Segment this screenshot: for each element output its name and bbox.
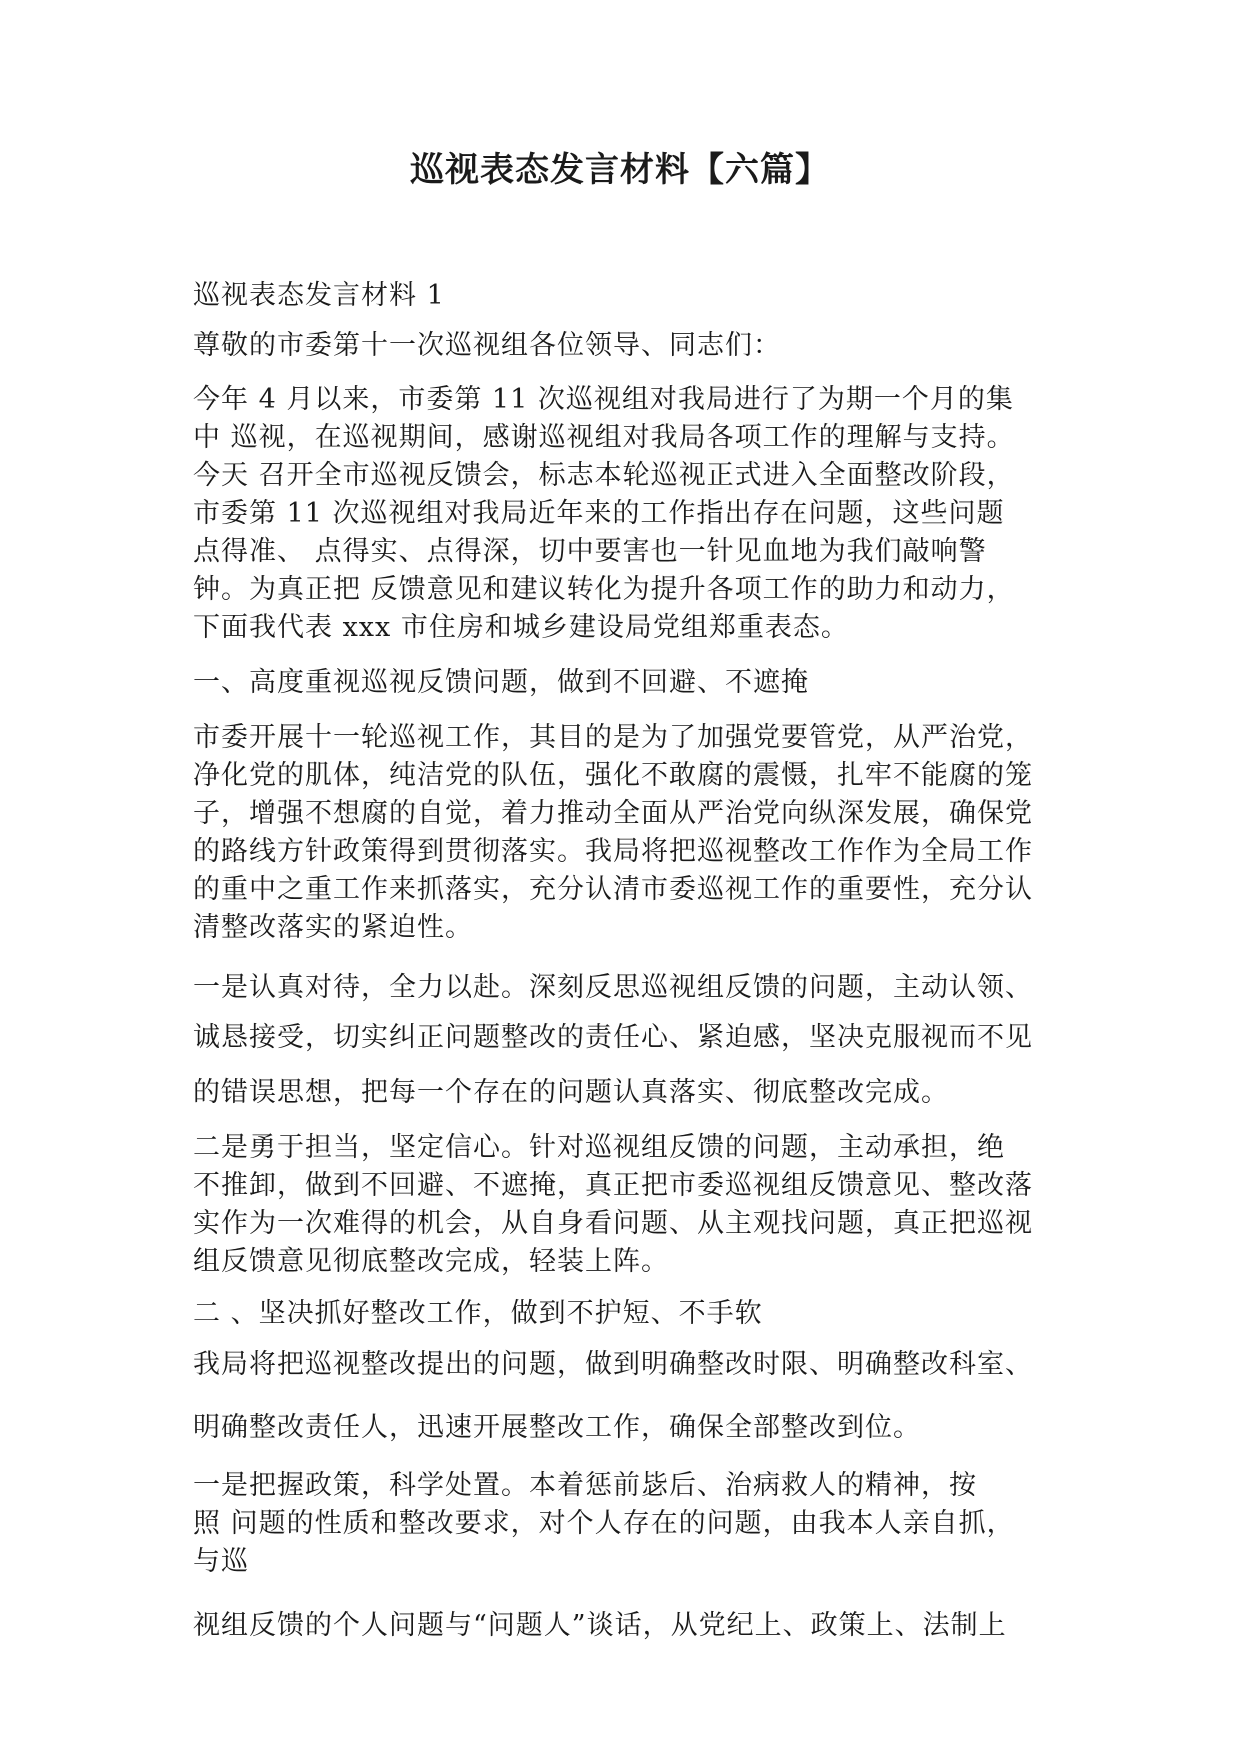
body-line: 中 巡视，在巡视期间，感谢巡视组对我局各项工作的理解与支持。 <box>193 422 1015 453</box>
body-line: 不推卸，做到不回避、不遮掩，真正把市委巡视组反馈意见、整改落 <box>193 1170 1033 1201</box>
body-line: 与巡 <box>193 1546 249 1577</box>
body-line: 明确整改责任人，迅速开展整改工作，确保全部整改到位。 <box>193 1412 921 1443</box>
section-heading: 二 、坚决抓好整改工作，做到不护短、不手软 <box>193 1298 763 1329</box>
body-line: 下面我代表 xxx 市住房和城乡建设局党组郑重表态。 <box>193 612 849 643</box>
body-line: 的错误思想，把每一个存在的问题认真落实、彻底整改完成。 <box>193 1077 949 1108</box>
body-line: 照 问题的性质和整改要求，对个人存在的问题，由我本人亲自抓， <box>193 1508 1015 1539</box>
salutation: 尊敬的市委第十一次巡视组各位领导、同志们： <box>193 330 781 361</box>
body-line: 今年 4 月以来，市委第 11 次巡视组对我局进行了为期一个月的集 <box>193 384 1014 415</box>
body-line: 视组反馈的个人问题与“问题人”谈话，从党纪上、政策上、法制上 <box>193 1610 1007 1641</box>
body-line: 诚恳接受，切实纠正问题整改的责任心、紧迫感，坚决克服视而不见 <box>193 1022 1033 1053</box>
body-line: 组反馈意见彻底整改完成，轻装上阵。 <box>193 1246 669 1277</box>
section-heading: 一、高度重视巡视反馈问题，做到不回避、不遮掩 <box>193 667 809 698</box>
body-line: 一是把握政策，科学处置。本着惩前毖后、治病救人的精神，按 <box>193 1470 977 1501</box>
body-line: 实作为一次难得的机会，从自身看问题、从主观找问题，真正把巡视 <box>193 1208 1033 1239</box>
body-line: 一是认真对待，全力以赴。深刻反思巡视组反馈的问题，主动认领、 <box>193 972 1033 1003</box>
body-line: 钟。为真正把 反馈意见和建议转化为提升各项工作的助力和动力， <box>193 574 1015 605</box>
body-line: 今天 召开全市巡视反馈会，标志本轮巡视正式进入全面整改阶段， <box>193 460 1015 491</box>
body-line: 的路线方针政策得到贯彻落实。我局将把巡视整改工作作为全局工作 <box>193 836 1033 867</box>
document-title: 巡视表态发言材料【六篇】 <box>410 150 830 190</box>
body-line: 清整改落实的紧迫性。 <box>193 912 473 943</box>
body-line: 二是勇于担当，坚定信心。针对巡视组反馈的问题，主动承担，绝 <box>193 1132 1005 1163</box>
body-line: 点得准、 点得实、点得深，切中要害也一针见血地为我们敲响警 <box>193 536 987 567</box>
body-line: 净化党的肌体，纯洁党的队伍，强化不敢腐的震慑，扎牢不能腐的笼 <box>193 760 1033 791</box>
body-line: 的重中之重工作来抓落实，充分认清市委巡视工作的重要性，充分认 <box>193 874 1033 905</box>
body-line: 市委第 11 次巡视组对我局近年来的工作指出存在问题，这些问题 <box>193 498 1005 529</box>
section-heading: 巡视表态发言材料 1 <box>193 280 445 311</box>
body-line: 市委开展十一轮巡视工作，其目的是为了加强党要管党，从严治党， <box>193 722 1033 753</box>
body-line: 我局将把巡视整改提出的问题，做到明确整改时限、明确整改科室、 <box>193 1349 1033 1380</box>
body-line: 子，增强不想腐的自觉，着力推动全面从严治党向纵深发展，确保党 <box>193 798 1033 829</box>
